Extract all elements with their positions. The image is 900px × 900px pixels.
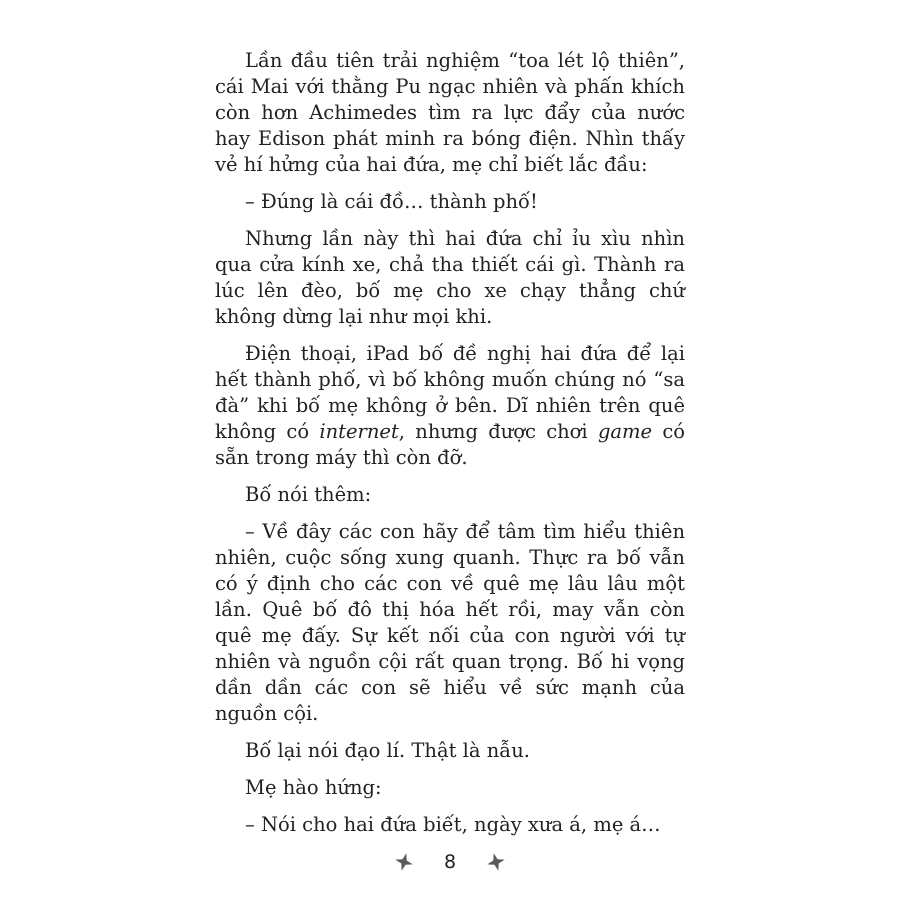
page-number: 8 [443,851,457,873]
paragraph [215,226,685,330]
paragraph [215,519,685,727]
text-run: Nhưng lần này thì hai đứa chỉ ỉu xìu nhìn qua cửa kính xe, chả tha thiết cái gì. Thành ra lúc lên đèo, bố mẹ cho xe chạy thẳng chứ không dừng lại như mọi khi. [215,227,685,328]
paragraph [215,189,685,215]
text-run: Bố nói thêm: [245,483,372,506]
text-run: – Đúng là cái đồ… thành phố! [245,190,538,213]
paragraph [215,482,685,508]
paragraph [215,812,685,838]
text-run: – Nói cho hai đứa biết, ngày xưa á, mẹ á… [245,813,661,836]
text-run: Mẹ hào hứng: [245,776,382,799]
star-icon [484,850,508,874]
paragraph [215,775,685,801]
paragraph [215,341,685,471]
text-run: , nhưng được chơi [398,420,598,443]
text-run: – Về đây các con hãy để tâm tìm hiểu thiên nhiên, cuộc sống xung quanh. Thực ra bố vẫn có ý định cho các con về quê mẹ lâu lâu một lần. Quê bố đô thị hóa hết rồi, may vẫn còn quê mẹ đấy. Sự kết nối của con người với tự nhiên và nguồn cội rất quan trọng. Bố hi vọng dần dần các con sẽ hiểu về sức mạnh của nguồn cội. [215,520,685,725]
paragraph [215,738,685,764]
text-run: Điện thoại, iPad bố đề nghị hai đứa để lại hết thành phố, vì bố không muốn chúng nó “sa đà” khi bố mẹ không ở bên. Dĩ nhiên trên quê không có [215,342,685,443]
text-run: Bố lại nói đạo lí. Thật là nẫu. [245,739,530,762]
italic-run: game [597,420,653,443]
text-run: Lần đầu tiên trải nghiệm “toa lét lộ thiên”, cái Mai với thằng Pu ngạc nhiên và phấn khích còn hơn Achimedes tìm ra lực đẩy của nước hay Edison phát minh ra bóng điện. Nhìn thấy vẻ hí hửng của hai đứa, mẹ chỉ biết lắc đầu: [215,49,685,176]
italic-run: internet [319,420,399,443]
star-icon [392,850,416,874]
paragraph [215,48,685,178]
body-text [215,48,685,849]
page-footer [0,842,900,882]
text-run: có sẵn trong máy thì còn đỡ. [215,420,686,469]
